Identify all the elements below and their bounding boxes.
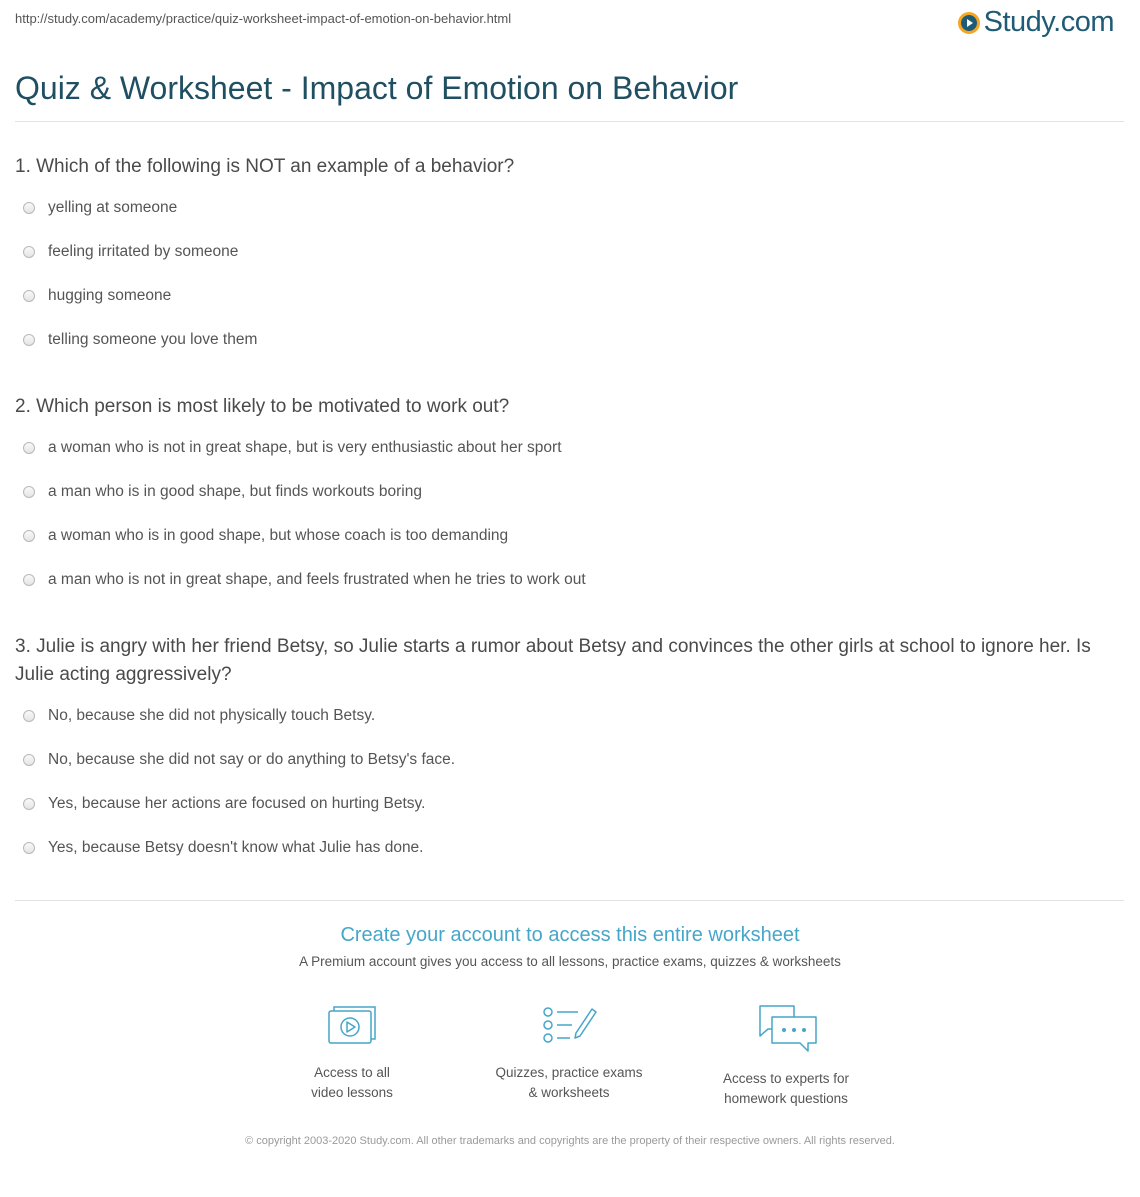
feature-label: Access to experts for homework questions bbox=[722, 1071, 850, 1106]
radio-button[interactable] bbox=[23, 334, 35, 346]
answer-option[interactable] bbox=[23, 326, 1115, 370]
radio-button[interactable] bbox=[23, 246, 35, 258]
page-url: http://study.com/academy/practice/quiz-worksheet-impact-of-emotion-on-behavior.html bbox=[15, 11, 512, 26]
logo-text: Study.com bbox=[983, 6, 1114, 38]
divider bbox=[15, 121, 1124, 122]
play-icon bbox=[958, 12, 980, 34]
cta-subtitle: A Premium account gives you access to all lessons, practice exams, quizzes & worksheets bbox=[299, 954, 841, 969]
radio-button[interactable] bbox=[23, 290, 35, 302]
answer-option[interactable] bbox=[23, 522, 1115, 566]
answer-option[interactable] bbox=[23, 434, 1115, 478]
answer-option[interactable] bbox=[23, 834, 1115, 878]
question-text: 3. Julie is angry with her friend Betsy, so Julie starts a rumor about Betsy and convinces the other girls at school to ignore her. Is Julie acting aggressively? bbox=[15, 636, 1091, 685]
answer-label: a man who is in good shape, but finds workouts boring bbox=[48, 483, 422, 500]
question-text: 1. Which of the following is NOT an example of a behavior? bbox=[15, 156, 515, 177]
radio-button[interactable] bbox=[23, 574, 35, 586]
study-logo[interactable] bbox=[958, 6, 1114, 39]
question-text: 2. Which person is most likely to be motivated to work out? bbox=[15, 396, 510, 417]
radio-button[interactable] bbox=[23, 754, 35, 766]
radio-button[interactable] bbox=[23, 710, 35, 722]
answer-label: a woman who is in good shape, but whose coach is too demanding bbox=[48, 527, 509, 544]
radio-button[interactable] bbox=[23, 442, 35, 454]
question-1 bbox=[15, 153, 1115, 370]
feature-label: Quizzes, practice exams & worksheets bbox=[495, 1065, 643, 1100]
chat-bubbles-icon bbox=[754, 1003, 818, 1053]
radio-button[interactable] bbox=[23, 202, 35, 214]
feature-quizzes bbox=[469, 1003, 669, 1103]
answer-option[interactable] bbox=[23, 566, 1115, 610]
copyright-notice: © copyright 2003-2020 Study.com. All other trademarks and copyrights are the property of their respective owners. All rights reserved. bbox=[245, 1135, 895, 1147]
quiz-checklist-icon bbox=[540, 1003, 598, 1047]
question-3 bbox=[15, 633, 1115, 878]
answer-label: a woman who is not in great shape, but is very enthusiastic about her sport bbox=[48, 439, 562, 456]
answer-option[interactable] bbox=[23, 746, 1115, 790]
answer-label: a man who is not in great shape, and feels frustrated when he tries to work out bbox=[48, 571, 586, 588]
answer-option[interactable] bbox=[23, 194, 1115, 238]
feature-video-lessons bbox=[252, 1003, 452, 1103]
answer-label: Yes, because Betsy doesn't know what Julie has done. bbox=[48, 839, 424, 856]
radio-button[interactable] bbox=[23, 530, 35, 542]
page-title: Quiz & Worksheet - Impact of Emotion on Behavior bbox=[15, 70, 739, 106]
answer-label: telling someone you love them bbox=[48, 331, 258, 348]
question-2 bbox=[15, 393, 1115, 610]
radio-button[interactable] bbox=[23, 486, 35, 498]
answer-option[interactable] bbox=[23, 238, 1115, 282]
feature-label: Access to all video lessons bbox=[311, 1065, 393, 1100]
answer-label: hugging someone bbox=[48, 287, 172, 304]
answer-label: feeling irritated by someone bbox=[48, 243, 239, 260]
answer-option[interactable] bbox=[23, 478, 1115, 522]
radio-button[interactable] bbox=[23, 842, 35, 854]
cta-title[interactable]: Create your account to access this entire worksheet bbox=[340, 924, 800, 946]
answer-label: No, because she did not physically touch Betsy. bbox=[48, 707, 376, 724]
answer-label: Yes, because her actions are focused on hurting Betsy. bbox=[48, 795, 426, 812]
video-lessons-icon bbox=[326, 1003, 378, 1047]
divider bbox=[15, 900, 1124, 901]
answer-option[interactable] bbox=[23, 790, 1115, 834]
radio-button[interactable] bbox=[23, 798, 35, 810]
answer-label: yelling at someone bbox=[48, 199, 178, 216]
answer-option[interactable] bbox=[23, 282, 1115, 326]
answer-label: No, because she did not say or do anything to Betsy's face. bbox=[48, 751, 456, 768]
answer-option[interactable] bbox=[23, 702, 1115, 746]
feature-experts bbox=[686, 1003, 886, 1109]
